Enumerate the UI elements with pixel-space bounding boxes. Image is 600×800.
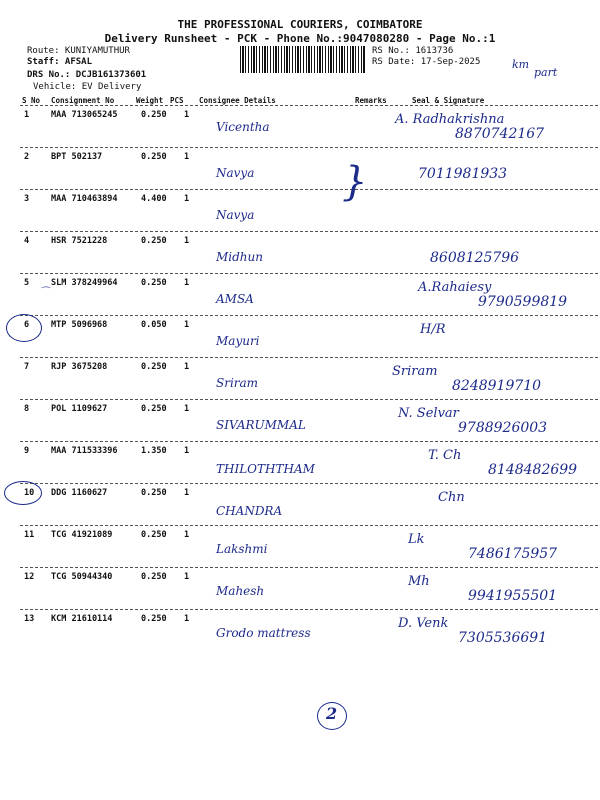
row-weight: 0.050 xyxy=(141,320,167,330)
rs-date: RS Date: 17-Sep-2025 xyxy=(372,57,481,67)
row-consignment-no: MAA 713065245 xyxy=(51,110,118,120)
col-weight: Weight xyxy=(136,96,164,105)
col-consignment: Consignment No xyxy=(51,96,115,105)
row-sno: 7 xyxy=(24,362,30,372)
row-weight: 1.350 xyxy=(141,446,167,456)
row-weight: 0.250 xyxy=(141,572,167,582)
row-pcs: 1 xyxy=(184,236,190,246)
row-pcs: 1 xyxy=(184,614,190,624)
row-sno: 6 xyxy=(24,320,30,330)
row-pcs: 1 xyxy=(184,572,190,582)
row-consignee-name: Vicentha xyxy=(216,120,270,134)
row-divider xyxy=(20,357,598,358)
row-consignee-name: Lakshmi xyxy=(216,542,268,556)
row-consignment-no: POL 1109627 xyxy=(51,404,108,414)
corner-note-2: part xyxy=(534,66,558,79)
row-consignee-name: Sriram xyxy=(216,376,259,390)
row-divider xyxy=(20,483,598,484)
col-sno: S No xyxy=(22,96,41,105)
row-signature: Sriram xyxy=(392,364,438,379)
row-divider xyxy=(20,441,598,442)
row-sno: 4 xyxy=(24,236,30,246)
row-weight: 0.250 xyxy=(141,488,167,498)
row-sno: 13 xyxy=(24,614,35,624)
row-consignee-name: Mahesh xyxy=(216,584,265,598)
row-signature: Chn xyxy=(438,490,465,505)
row-signature: H/R xyxy=(420,322,446,337)
row-divider xyxy=(20,525,598,526)
row-pcs: 1 xyxy=(184,152,190,162)
row-phone: 8248919710 xyxy=(452,378,542,394)
row-pcs: 1 xyxy=(184,320,190,330)
row-sno: 11 xyxy=(24,530,35,540)
company-title: THE PROFESSIONAL COURIERS, COIMBATORE xyxy=(177,18,423,31)
row-weight: 0.250 xyxy=(141,152,167,162)
row-consignee-name: Navya xyxy=(216,208,255,222)
row-pcs: 1 xyxy=(184,530,190,540)
row-pcs: 1 xyxy=(184,194,190,204)
row-phone: 7011981933 xyxy=(418,166,508,182)
row-consignee-name: Mayuri xyxy=(216,334,260,348)
row-signature: D. Venk xyxy=(398,616,449,631)
row-weight: 0.250 xyxy=(141,278,167,288)
col-seal: Seal & Signature xyxy=(412,96,485,105)
staff-label: Staff: AFSAL xyxy=(27,57,93,67)
row-sno: 8 xyxy=(24,404,30,414)
page-mark: 2 xyxy=(326,704,338,723)
row-phone: 9790599819 xyxy=(478,294,568,310)
row-weight: 4.400 xyxy=(141,194,167,204)
row-consignment-no: HSR 7521228 xyxy=(51,236,108,246)
row-sno: 1 xyxy=(24,110,30,120)
row-consignee-name: CHANDRA xyxy=(216,504,283,518)
row-phone: 9788926003 xyxy=(458,420,548,436)
row-divider xyxy=(20,147,598,148)
row-consignee-name: AMSA xyxy=(216,292,254,306)
row-divider xyxy=(20,567,598,568)
row-consignee-name: Midhun xyxy=(216,250,263,264)
row-consignment-no: BPT 502137 xyxy=(51,152,103,162)
row-signature: A.Rahaiesy xyxy=(418,280,492,295)
row-phone: 8148482699 xyxy=(488,462,578,478)
row-weight: 0.250 xyxy=(141,614,167,624)
row-sno: 9 xyxy=(24,446,30,456)
row-consignment-no: MAA 711533396 xyxy=(51,446,118,456)
row-6-circle xyxy=(6,314,42,342)
col-consignee: Consignee Details xyxy=(199,96,276,105)
row-phone: 8608125796 xyxy=(430,250,520,266)
row-divider xyxy=(20,609,598,610)
row-pcs: 1 xyxy=(184,278,190,288)
row-phone: 7305536691 xyxy=(458,630,548,646)
row-phone: 9941955501 xyxy=(468,588,558,604)
row-weight: 0.250 xyxy=(141,530,167,540)
row-weight: 0.250 xyxy=(141,404,167,414)
drs-number: DRS No.: DCJB161373601 xyxy=(27,70,147,80)
row-consignment-no: MTP 5096968 xyxy=(51,320,108,330)
row-consignee-name: THILOTHTHAM xyxy=(216,462,315,476)
row-weight: 0.250 xyxy=(141,236,167,246)
col-pcs: PCS xyxy=(170,96,184,105)
row-signature: Mh xyxy=(408,574,430,589)
row-divider xyxy=(20,189,598,190)
col-remarks: Remarks xyxy=(355,96,387,105)
row-sno: 12 xyxy=(24,572,35,582)
brace-mark: } xyxy=(342,159,368,205)
row-10-circle xyxy=(4,481,42,505)
row-consignment-no: MAA 710463894 xyxy=(51,194,118,204)
row-consignee-name: Grodo mattress xyxy=(216,626,311,640)
row-consignment-no: SLM 378249964 xyxy=(51,278,118,288)
row-weight: 0.250 xyxy=(141,110,167,120)
row-sno: 5 xyxy=(24,278,30,288)
row-consignment-no: RJP 3675208 xyxy=(51,362,108,372)
row-divider xyxy=(20,399,598,400)
row-consignee-name: SIVARUMMAL xyxy=(216,418,306,432)
row-signature: T. Ch xyxy=(428,448,462,463)
header-divider xyxy=(20,105,598,106)
row-divider xyxy=(20,273,598,274)
row-phone: 7486175957 xyxy=(468,546,558,562)
row-sno: 10 xyxy=(24,488,35,498)
row-consignment-no: TCG 50944340 xyxy=(51,572,113,582)
row-pcs: 1 xyxy=(184,404,190,414)
row-pcs: 1 xyxy=(184,488,190,498)
route-label: Route: KUNIYAMUTHUR xyxy=(27,46,130,56)
row-divider xyxy=(20,231,598,232)
row-signature: A. Radhakrishna xyxy=(395,112,505,127)
vehicle-label: Vehicle: EV Delivery xyxy=(33,82,142,92)
row-consignment-no: DDG 1160627 xyxy=(51,488,108,498)
runsheet-subtitle: Delivery Runsheet - PCK - Phone No.:9047080280 - Page No.:1 xyxy=(104,32,496,45)
row-signature: Lk xyxy=(408,532,425,547)
row-consignee-name: Navya xyxy=(216,166,255,180)
row-consignment-no: KCM 21610114 xyxy=(51,614,113,624)
row-phone: 8870742167 xyxy=(455,126,545,142)
row-consignment-no: TCG 41921089 xyxy=(51,530,113,540)
row-weight: 0.250 xyxy=(141,362,167,372)
row-signature: N. Selvar xyxy=(398,406,459,421)
row-sno: 2 xyxy=(24,152,30,162)
barcode xyxy=(240,46,366,73)
corner-note: km xyxy=(512,58,530,71)
row-pcs: 1 xyxy=(184,362,190,372)
tick-mark: ⌒ xyxy=(39,287,49,298)
row-pcs: 1 xyxy=(184,446,190,456)
row-divider xyxy=(20,315,598,316)
rs-number: RS No.: 1613736 xyxy=(372,46,454,56)
row-sno: 3 xyxy=(24,194,30,204)
row-pcs: 1 xyxy=(184,110,190,120)
